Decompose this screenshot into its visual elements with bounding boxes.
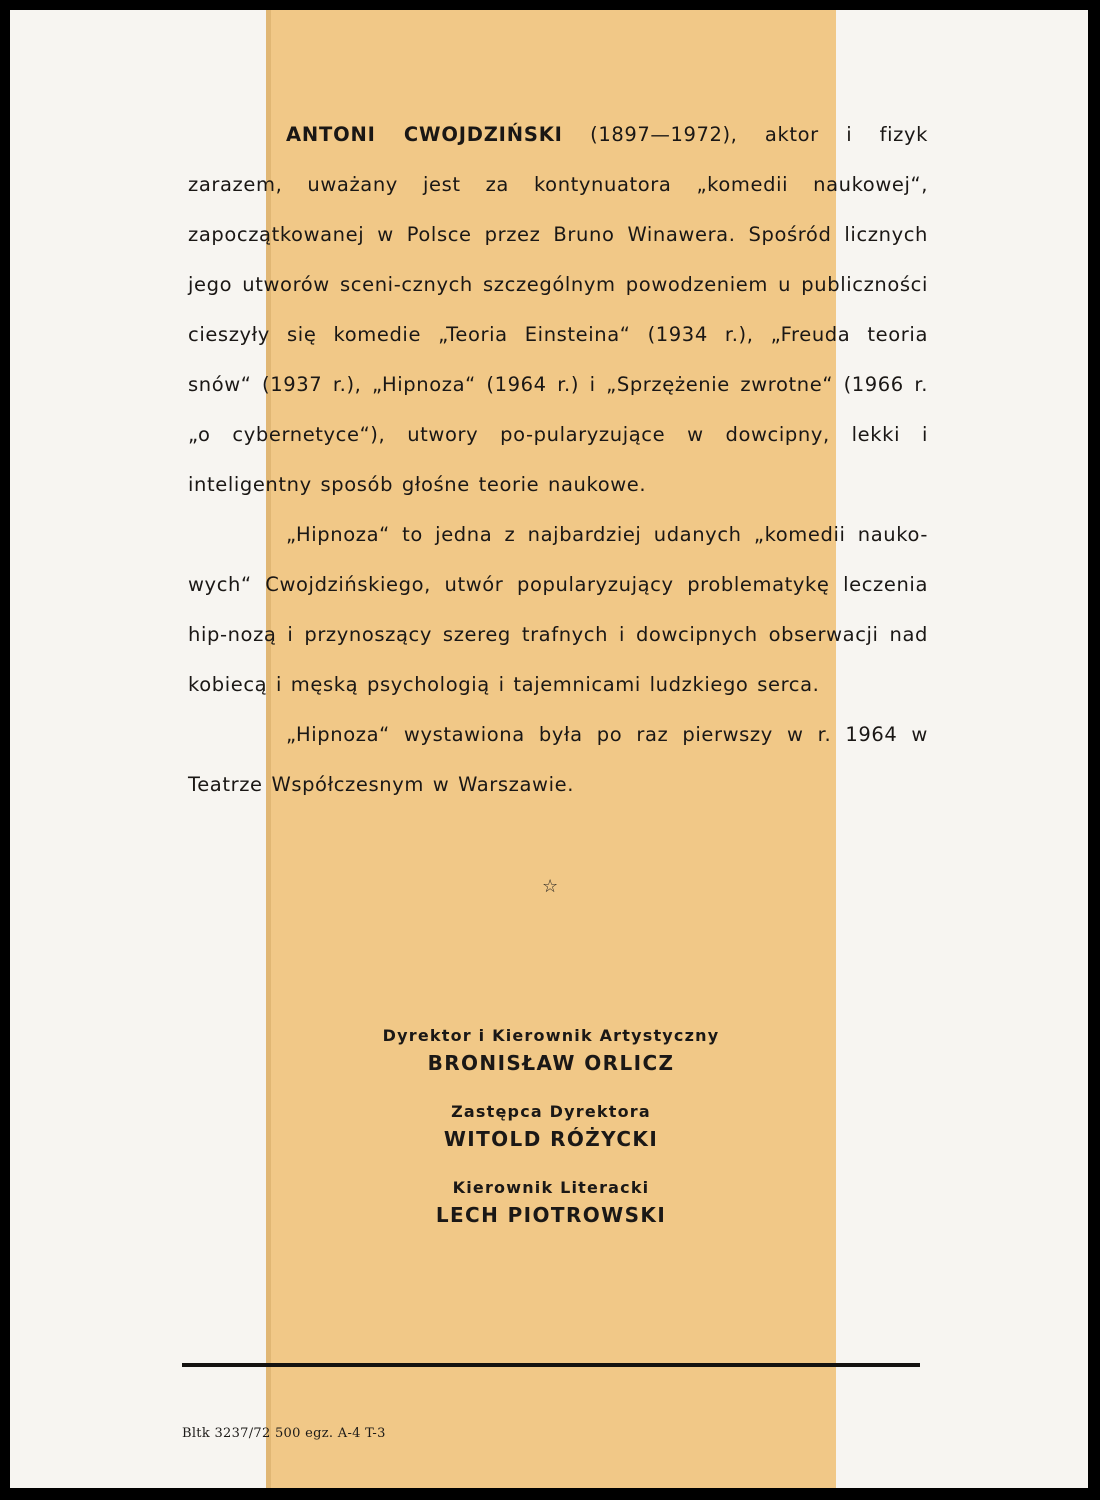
star-icon: ☆ <box>542 876 559 897</box>
credit-director <box>266 1024 836 1078</box>
credit-deputy <box>266 1100 836 1154</box>
paragraph-1-body: (1897—1972), aktor i fizyk zarazem, uważany jest za kontynuatora „komedii naukowej“, zapoczątkowanej w Polsce przez Bruno Winawera. Spośród licznych jego utworów sceni-cznych szczególnym powodzeniem u publiczności cieszyły się komedie „Teoria Einsteina“ (1934 r.), „Freuda teoria snów“ (1937 r.), „Hipnoza“ (1964 r.) i „Sprzężenie zwrotne“ (1966 r. „o cybernetyce“), utwory po-pularyzujące w dowcipny, lekki i inteligentny sposób głośne teorie naukowe. <box>188 123 928 496</box>
article-text <box>188 110 928 810</box>
credit-role: Zastępca Dyrektora <box>451 1102 651 1121</box>
credit-name: BRONISŁAW ORLICZ <box>427 1051 675 1075</box>
paragraph-2: „Hipnoza“ to jedna z najbardziej udanych „komedii nauko-wych“ Cwojdzińskiego, utwór popularyzujący problematykę leczenia hip-nozą i przynoszący szereg trafnych i dowcipnych obserwacji nad kobiecą i męską psychologią i tajemnicami ludzkiego serca. <box>188 523 928 696</box>
paragraph-1 <box>188 110 928 510</box>
credit-role: Kierownik Literacki <box>452 1178 650 1197</box>
author-name: ANTONI CWOJDZIŃSKI <box>286 123 563 146</box>
credit-name: WITOLD RÓŻYCKI <box>443 1127 659 1151</box>
credit-literary <box>266 1176 836 1230</box>
horizontal-rule <box>182 1363 920 1367</box>
credit-name: LECH PIOTROWSKI <box>435 1203 667 1227</box>
credit-role: Dyrektor i Kierownik Artystyczny <box>382 1026 720 1045</box>
paragraph-3: „Hipnoza“ wystawiona była po raz pierwszy w r. 1964 w Teatrze Współczesnym w Warszawie. <box>188 723 928 796</box>
print-imprint: Bltk 3237/72 500 egz. A-4 T-3 <box>182 1426 386 1441</box>
page-sheet <box>10 10 1088 1488</box>
credits-block <box>266 1024 836 1252</box>
